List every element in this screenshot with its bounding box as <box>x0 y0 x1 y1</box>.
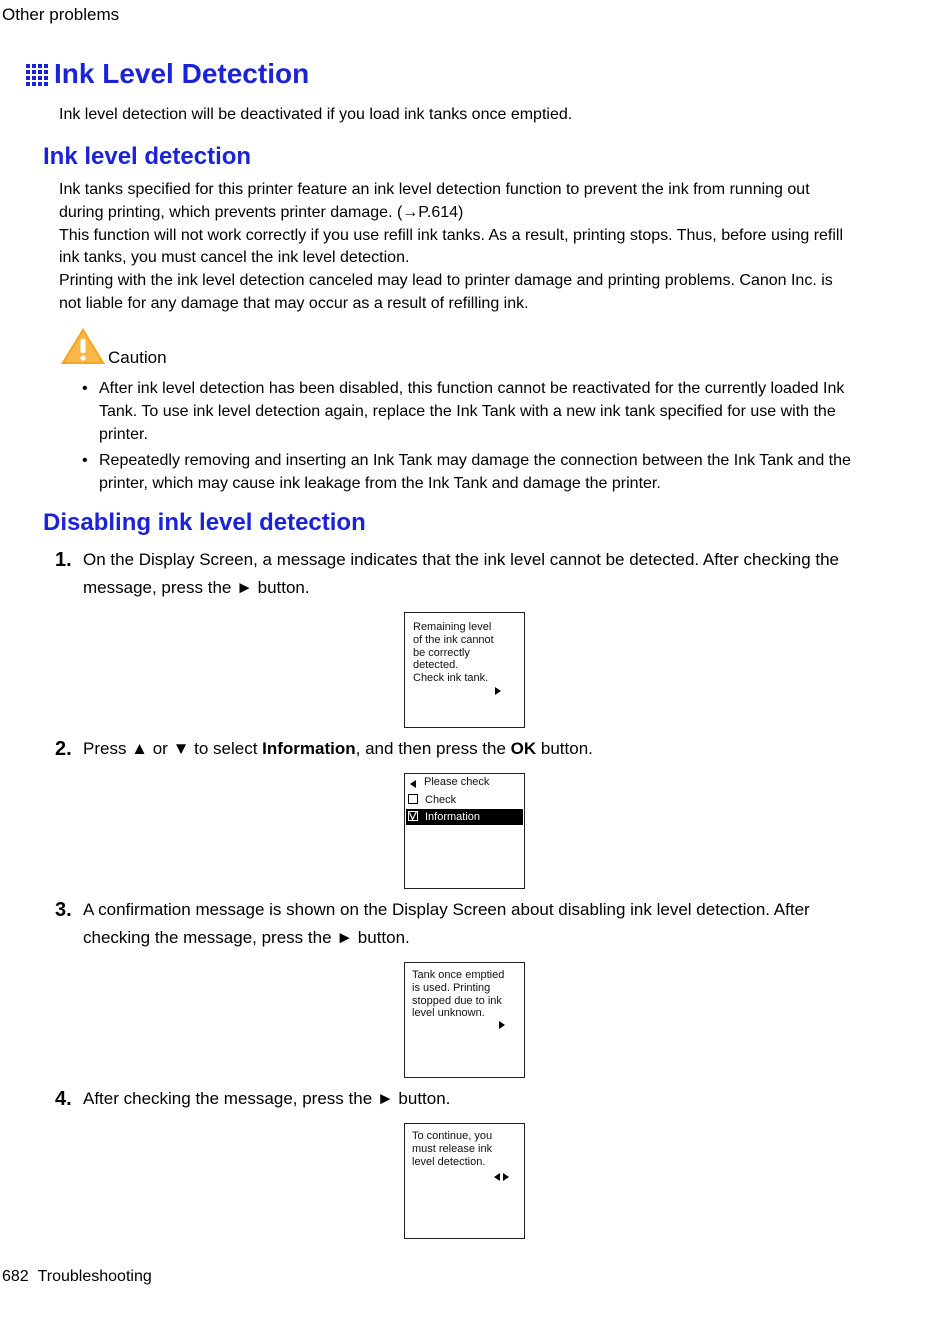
display-screen-3 <box>404 962 525 1078</box>
left-arrow-icon <box>494 1173 500 1181</box>
page-title: Ink Level Detection <box>54 58 310 89</box>
list-item <box>82 449 852 495</box>
section1-body <box>59 179 849 316</box>
screen-line: Remaining level <box>413 621 492 633</box>
display-screen-1 <box>404 612 525 728</box>
right-arrow-icon <box>503 1173 509 1181</box>
menu-title: Please check <box>424 776 490 788</box>
screen-line: of the ink cannot <box>413 633 494 646</box>
bullet-text: After ink level detection has been disabled, this function cannot be reactivated for the currently loaded Ink Tank. To use ink level detection again, replace the Ink Tank with a new ink tank specified for use with the printer. <box>99 380 845 444</box>
caution-header <box>60 326 167 366</box>
caution-label: Caution <box>108 348 167 367</box>
screen-line: level unknown. <box>412 1007 485 1020</box>
left-arrow-icon <box>410 780 416 788</box>
screen-line: level detection. <box>412 1155 486 1168</box>
paragraph: This function will not work correctly if you use refill ink tanks. As a result, printing stops. Thus, before using refill ink tanks, you must cancel the ink level detection. <box>59 226 844 267</box>
running-header: Other problems <box>2 5 120 24</box>
page-number: 682 <box>2 1268 29 1285</box>
screen-line: stopped due to ink <box>412 994 502 1007</box>
screen-line: be correctly <box>413 646 470 659</box>
footer-section: Troubleshooting <box>37 1268 152 1285</box>
screen-line: must release ink <box>412 1142 493 1155</box>
screen-line: Check ink tank. <box>413 672 489 685</box>
step-text: On the Display Screen, a message indicates that the ink level cannot be detected. After checking the message, press the ► button. <box>83 550 840 597</box>
bullet-dot: • <box>82 380 88 397</box>
screen-line: Tank once emptied <box>412 969 505 981</box>
bullet-dot: • <box>82 451 88 469</box>
step-text <box>83 735 593 763</box>
screen-message <box>412 1130 512 1168</box>
button-name: OK <box>510 739 537 758</box>
display-screen-4 <box>404 1123 525 1239</box>
display-screen-2 <box>404 773 525 889</box>
right-arrow-icon <box>495 687 501 695</box>
menu-item-label: Information <box>425 811 481 823</box>
caution-list <box>82 377 852 497</box>
step-number: 1. <box>55 549 72 571</box>
warning-triangle-icon <box>60 326 106 366</box>
section-heading-ink-level-detection: Ink level detection <box>43 143 252 170</box>
page-footer <box>2 1268 152 1286</box>
screen-message <box>413 621 513 685</box>
step-number: 2. <box>55 738 72 760</box>
intro-text: Ink level detection will be deactivated if you load ink tanks once emptied. <box>59 106 573 123</box>
step-3 <box>55 896 855 952</box>
step-number: 4. <box>55 1088 72 1110</box>
screen-line: To continue, you <box>412 1130 493 1142</box>
step-text-part: , and then press the <box>355 739 511 758</box>
list-item <box>82 377 852 447</box>
screen-message <box>412 969 512 1020</box>
menu-item-information <box>406 809 523 825</box>
paragraph: Ink tanks specified for this printer feature an ink level detection function to prevent the ink from running out during printing, which prevents printer damage. (→P.614) <box>59 181 810 221</box>
checkbox-checked-icon <box>408 811 418 821</box>
screen-line: detected. <box>413 659 459 672</box>
title-row <box>26 58 309 90</box>
section-heading-disabling: Disabling ink level detection <box>43 509 366 536</box>
step-2 <box>55 735 855 763</box>
menu-item-label: Check <box>425 794 457 806</box>
menu-item-name: Information <box>262 739 356 758</box>
step-text: A confirmation message is shown on the Display Screen about disabling ink level detection. After checking the message, press the ► button. <box>83 900 810 947</box>
grid-icon <box>26 64 48 86</box>
step-number: 3. <box>55 899 72 921</box>
right-arrow-icon <box>499 1021 505 1029</box>
step-text-part: Press ▲ or ▼ to select <box>83 739 263 758</box>
screen-line: is used. Printing <box>412 981 491 994</box>
paragraph: Printing with the ink level detection canceled may lead to printer damage and printing problems. Canon Inc. is not liable for any damage that may occur as a result of refilling ink. <box>59 272 833 312</box>
checkbox-icon <box>408 794 418 804</box>
menu-item-check <box>406 792 523 808</box>
step-text-part: button. <box>536 739 593 758</box>
step-1 <box>55 546 855 602</box>
step-4 <box>55 1085 855 1113</box>
step-text: After checking the message, press the ► button. <box>83 1089 451 1108</box>
bullet-text: Repeatedly removing and inserting an Ink Tank may damage the connection between the Ink Tank and the printer, which may cause ink leakage from the Ink Tank and damage the printer. <box>99 451 851 492</box>
